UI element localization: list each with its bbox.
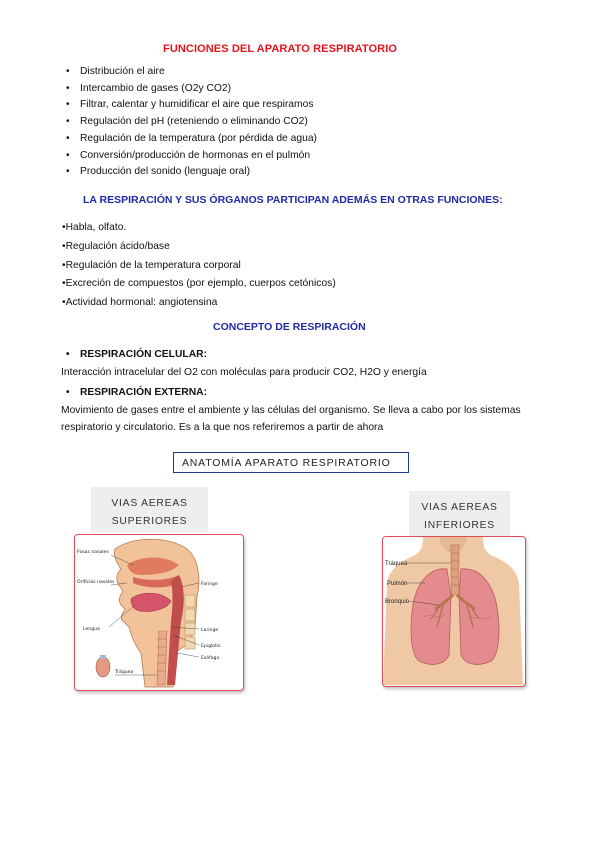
label-epiglotis: Epiglotis <box>201 644 221 649</box>
list-item: • Producción del sonido (lenguaje oral) <box>66 164 317 181</box>
label-laringe: Laringe <box>201 628 219 633</box>
label-fosas: Fosas nasales <box>77 550 109 555</box>
lower-airways-illustration <box>383 537 524 685</box>
list-item: •Habla, olfato. <box>62 222 127 233</box>
section-title-concepto: CONCEPTO DE RESPIRACIÓN <box>213 321 366 333</box>
list-item: •Regulación ácido/base <box>62 240 170 252</box>
celular-label: • RESPIRACIÓN CELULAR: <box>66 347 207 364</box>
list-item: • Conversión/producción de hormonas en el pulmón <box>66 148 317 165</box>
list-item: • Regulación de la temperatura (por pérdida de agua) <box>66 131 317 148</box>
externa-label: • RESPIRACIÓN EXTERNA: <box>66 385 207 402</box>
lower-airways-image-frame <box>382 536 526 687</box>
section-title-funciones: FUNCIONES DEL APARATO RESPIRATORIO <box>163 43 398 55</box>
respiracion-celular-heading <box>66 347 207 364</box>
vias-superiores-line: SUPERIORES <box>111 516 188 527</box>
vias-superiores-label-box <box>91 487 208 532</box>
vias-superiores-line: VIAS AEREAS <box>111 498 188 509</box>
list-item: • Intercambio de gases (O2y CO2) <box>66 81 317 98</box>
list-item: •Actividad hormonal: angiotensina <box>62 297 218 309</box>
externa-text <box>61 402 551 436</box>
label-pulmon: Pulmón <box>387 581 408 587</box>
section-title-otras-funciones: LA RESPIRACIÓN Y SUS ÓRGANOS PARTICIPAN ADEMÁS EN OTRAS FUNCIONES: <box>83 194 503 206</box>
anatomy-title-box: ANATOMÍA APARATO RESPIRATORIO <box>173 452 409 473</box>
label-esofago: Esófago <box>201 656 220 661</box>
vias-inferiores-line: VIAS AEREAS <box>421 502 498 513</box>
otras-funciones-list <box>62 219 336 313</box>
label-faringe: Faringe <box>201 582 218 587</box>
list-item: • Filtrar, calentar y humidificar el aire que respiramos <box>66 97 317 114</box>
list-item: • Distribución el aire <box>66 64 317 81</box>
list-item: •Regulación de la temperatura corporal <box>62 259 241 271</box>
list-item: •Excreción de compuestos (por ejemplo, cuerpos cetónicos) <box>62 278 336 290</box>
list-item: • Regulación del pH (reteniendo o eliminando CO2) <box>66 114 317 131</box>
funciones-list <box>66 64 317 181</box>
respiracion-externa-heading <box>66 385 207 402</box>
label-traquea: Tráquea <box>385 561 408 567</box>
vias-inferiores-line: INFERIORES <box>424 520 495 531</box>
externa-text-line: respiratorio y circulatorio. Es a la que nos referiremos a partir de ahora <box>61 422 384 433</box>
label-bronquio: Bronquio <box>385 599 410 605</box>
label-traquea-upper: Tráquea <box>115 670 134 675</box>
upper-airways-illustration <box>75 535 242 689</box>
vias-inferiores-label-box <box>409 491 510 536</box>
label-lengua: Lengua <box>83 627 100 632</box>
label-orificios: Orificios nasales <box>77 580 115 585</box>
externa-text-line: Movimiento de gases entre el ambiente y las células del organismo. Se lleva a cabo por los sistemas <box>61 405 521 416</box>
upper-airways-image-frame <box>74 534 244 691</box>
celular-text: Interacción intracelular del O2 con moléculas para producir CO2, H2O y energía <box>61 367 427 378</box>
